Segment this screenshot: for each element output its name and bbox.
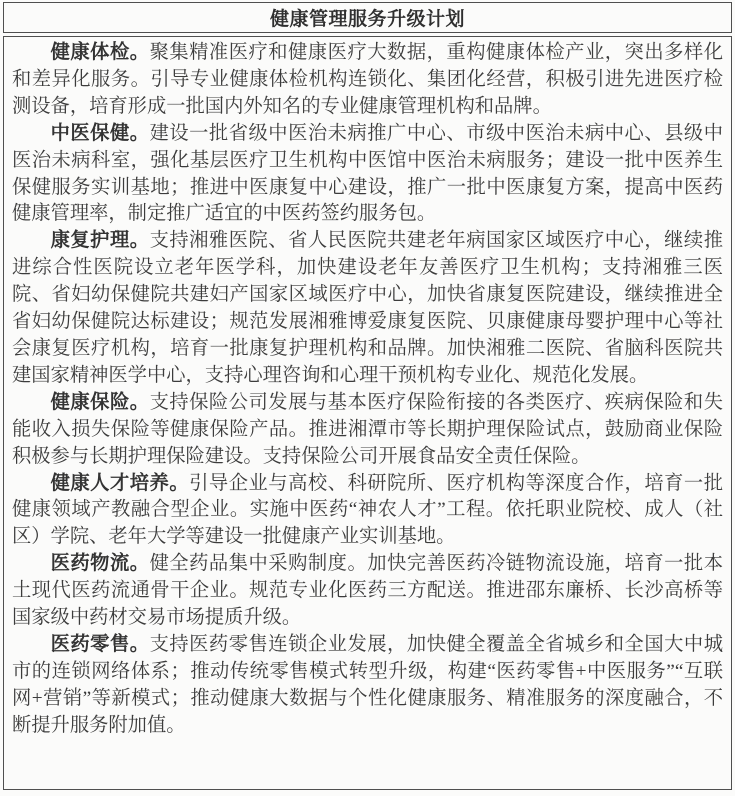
section-heading: 医药物流。	[50, 553, 150, 575]
section-paragraph-rehab-nursing	[12, 228, 723, 389]
section-paragraph-pharma-retail	[12, 632, 723, 740]
section-heading: 中医保健。	[50, 122, 150, 144]
section-paragraph-tcm-care	[12, 121, 723, 229]
table-body-cell	[3, 36, 732, 790]
section-body-text: 引导企业与高校、科研院所、医疗机构等深度合作，培育一批健康领域产教融合型企业。实施中医药“神农人才”工程。依托职业院校、成人（社区）学院、老年大学等建设一批健康产业实训基地。	[12, 472, 724, 548]
section-heading: 医药零售。	[50, 633, 150, 655]
section-paragraph-talent-training	[12, 471, 723, 552]
section-paragraph-pharma-logistics	[12, 551, 723, 632]
section-body-text: 支持湘雅医院、省人民医院共建老年病国家区域医疗中心，继续推进综合性医院设立老年医学科，加快建设老年友善医疗卫生机构；支持湘雅三医院、省妇幼保健院共建妇产国家区域医疗中心，加快省康复医院建设，继续推进全省妇幼保健院达标建设；规范发展湘雅博爱康复医院、贝康健康母婴护理中心等社会康复医疗机构，培育一批康复护理机构和品牌。加快湘雅二医院、省脑科医院共建国家精神医学中心，支持心理咨询和心理干预机构专业化、规范化发展。	[12, 230, 724, 386]
section-paragraph-health-checkup	[12, 40, 723, 121]
document-title: 健康管理服务升级计划	[269, 9, 465, 30]
section-body-text: 健全药品集中采购制度。加快完善医药冷链物流设施，培育一批本土现代医药流通骨干企业。规范专业化医药三方配送。推进邵东廉桥、长沙高桥等国家级中药材交易市场提质升级。	[12, 553, 724, 629]
table-header-row	[3, 2, 732, 33]
section-heading: 健康体检。	[50, 42, 150, 63]
section-body-text: 聚集精准医疗和健康医疗大数据，重构健康体检产业，突出多样化和差异化服务。引导专业健康体检机构连锁化、集团化经营，积极引进先进医疗检测设备，培育形成一批国内外知名的专业健康管理机构和品牌。	[12, 42, 724, 117]
section-heading: 健康人才培养。	[50, 472, 190, 494]
plan-table	[3, 2, 732, 790]
section-body-text: 支持保险公司发展与基本医疗保险衔接的各类医疗、疾病保险和失能收入损失保险等健康保险产品。推进湘潭市等长期护理保险试点，鼓励商业保险积极参与长期护理保险建设。支持保险公司开展食品安全责任保险。	[12, 391, 724, 467]
section-body-text: 支持医药零售连锁企业发展，加快健全覆盖全省城乡和全国大中城市的连锁网络体系；推动传统零售模式转型升级，构建“医药零售+中医服务”“互联网+营销”等新模式；推动健康大数据与个性化健康服务、精准服务的深度融合，不断提升服务附加值。	[12, 633, 724, 736]
section-paragraph-health-insurance	[12, 390, 723, 471]
section-heading: 健康保险。	[50, 391, 150, 413]
section-heading: 康复护理。	[50, 230, 150, 252]
section-body-text: 建设一批省级中医治未病推广中心、市级中医治未病中心、县级中医治未病科室，强化基层医疗卫生机构中医馆中医治未病服务；建设一批中医养生保健服务实训基地；推进中医康复中心建设，推广一批中医康复方案，提高中医药健康管理率，制定推广适宜的中医药签约服务包。	[12, 122, 724, 225]
